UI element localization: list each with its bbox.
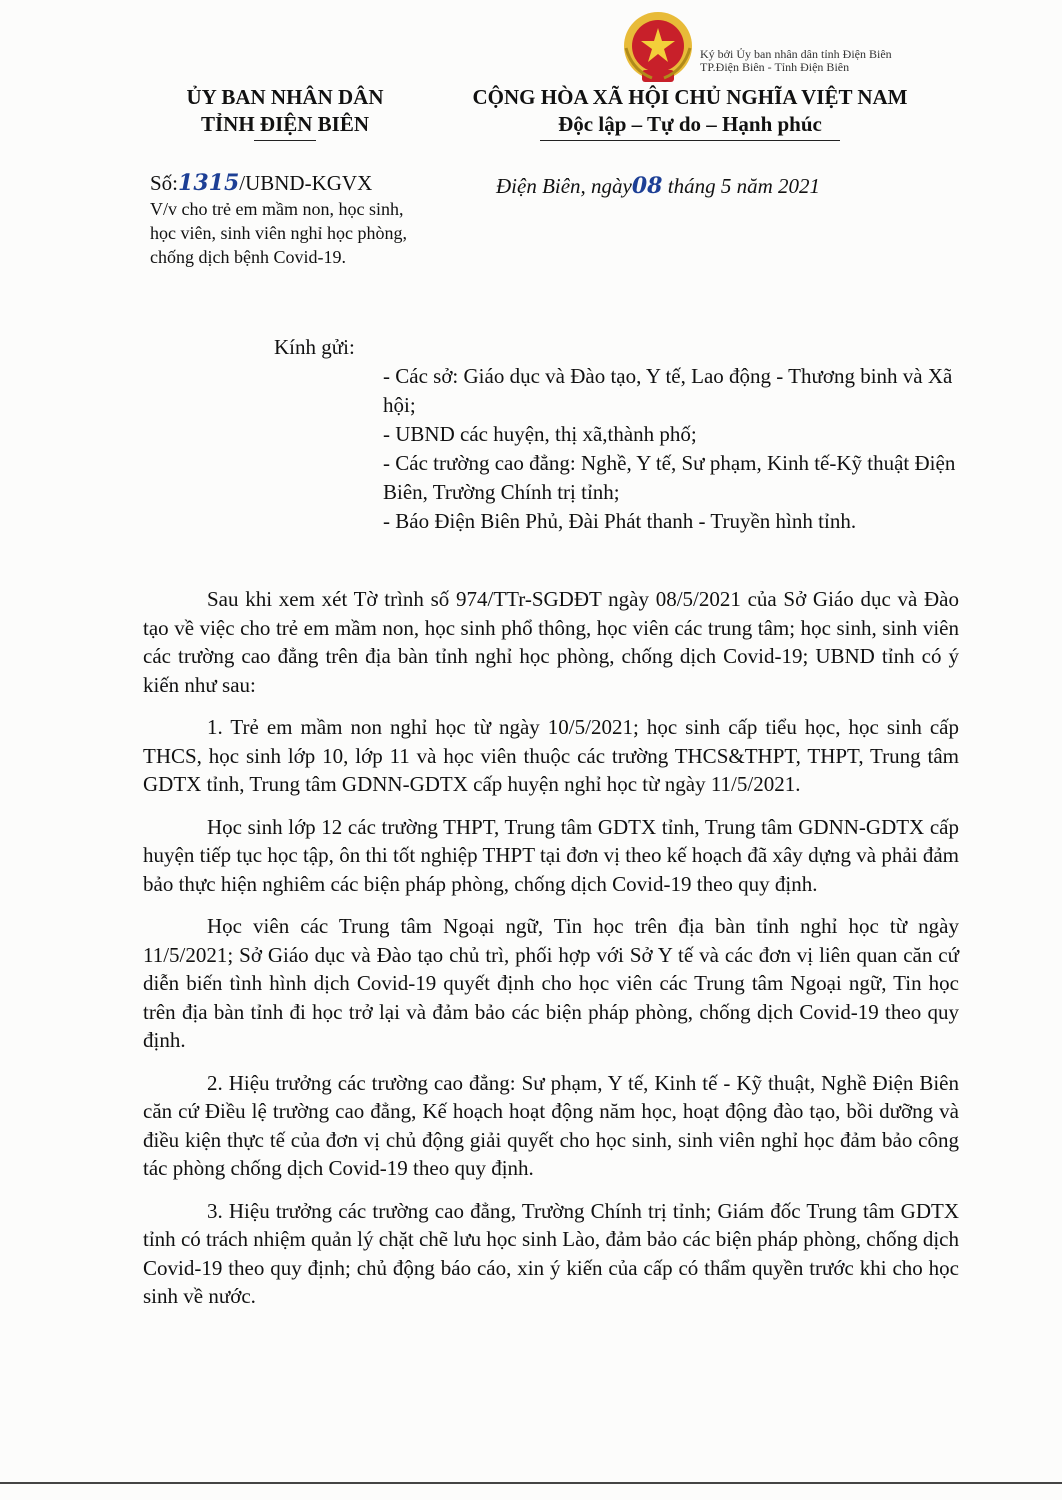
body-paragraph: 1. Trẻ em mầm non nghỉ học từ ngày 10/5/2021; học sinh cấp tiểu học, học sinh cấp THCS, học sinh lớp 10, lớp 11 và học viên thuộc các trường THCS&THPT, THPT, Trung tâm GDTX tỉnh, Trung tâm GDNN-GDTX cấp huyện nghỉ học từ ngày 11/5/2021.	[143, 715, 959, 796]
issuing-agency	[150, 84, 420, 141]
body-paragraph: Sau khi xem xét Tờ trình số 974/TTr-SGDĐT ngày 08/5/2021 của Sở Giáo dục và Đào tạo về việc cho trẻ em mầm non, học sinh phổ thông, học viên các trung tâm; học sinh, sinh viên các trường cao đẳng trên địa bàn tỉnh nghỉ học phòng, chống dịch Covid-19; UBND tỉnh có ý kiến như sau:	[143, 587, 959, 697]
body-paragraph: Học viên các Trung tâm Ngoại ngữ, Tin học trên địa bàn tỉnh nghỉ học từ ngày 11/5/2021; Sở Giáo dục và Đào tạo chủ trì, phối hợp với Sở Y tế và các đơn vị liên quan căn cứ diễn biến tình hình dịch Covid-19 quyết định cho học viên các Trung tâm Ngoại ngữ, Tin học trên địa bàn tỉnh đi học trở lại và đảm bảo các biện pháp phòng, chống dịch Covid-19 theo quy định.	[143, 914, 959, 1052]
recipient-item: - UBND các huyện, thị xã,thành phố;	[383, 422, 697, 446]
motto-underline	[540, 140, 840, 141]
doc-number-prefix: Số:	[150, 171, 179, 195]
body-paragraph: 2. Hiệu trưởng các trường cao đẳng: Sư phạm, Y tế, Kinh tế - Kỹ thuật, Nghề Điện Biên căn cứ Điều lệ trường cao đẳng, Kế hoạch hoạt động năm học, hoạt động đào tạo, bồi dưỡng và điều kiện thực tế của đơn vị chủ động giải quyết cho học sinh, sinh viên nghỉ học đảm bảo công tác phòng chống dịch Covid-19 theo quy định.	[143, 1070, 959, 1180]
national-motto: Độc lập – Tự do – Hạnh phúc	[558, 112, 822, 136]
doc-number-suffix: /UBND-KGVX	[239, 171, 373, 195]
document-body	[143, 585, 959, 1325]
national-emblem-icon	[612, 8, 704, 88]
document-subject: V/v cho trẻ em mầm non, học sinh, học viên, sinh viên nghỉ học phòng, chống dịch bệnh Covid-19.	[150, 199, 407, 267]
dateline-prefix: Điện Biên, ngày	[496, 174, 632, 198]
greeting: Kính gửi:	[274, 335, 355, 359]
signature-line-1: Ký bởi Ủy ban nhân dân tỉnh Điện Biên	[700, 47, 892, 61]
signature-line-2: TP.Điện Biên - Tỉnh Điện Biên	[700, 60, 850, 74]
recipient-item: - Các sở: Giáo dục và Đào tạo, Y tế, Lao động - Thương binh và Xã hội;	[383, 364, 953, 417]
agency-line-1: ỦY BAN NHÂN DÂN	[186, 85, 384, 109]
national-header	[420, 84, 960, 141]
doc-number-handwritten: 1315	[178, 170, 240, 196]
dateline-day-handwritten: 08	[631, 173, 663, 199]
agency-underline	[254, 140, 316, 141]
dateline	[496, 173, 820, 199]
recipient-item: - Báo Điện Biên Phủ, Đài Phát thanh - Truyền hình tỉnh.	[383, 509, 857, 533]
document-number	[150, 170, 372, 196]
nation-name: CỘNG HÒA XÃ HỘI CHỦ NGHĨA VIỆT NAM	[472, 85, 908, 109]
dateline-suffix: tháng 5 năm 2021	[662, 174, 820, 198]
digital-signature-info	[700, 48, 892, 74]
body-paragraph: 3. Hiệu trưởng các trường cao đẳng, Trường Chính trị tỉnh; Giám đốc Trung tâm GDTX tỉnh có trách nhiệm quản lý chặt chẽ lưu học sinh Lào, đảm bảo các biện pháp phòng, chống dịch Covid-19 theo quy định; chủ động báo cáo, xin ý kiến của cấp có thẩm quyền trước khi cho học sinh về nước.	[143, 1198, 959, 1308]
recipients-list	[383, 362, 961, 536]
body-paragraph: Học sinh lớp 12 các trường THPT, Trung tâm GDTX tỉnh, Trung tâm GDNN-GDTX cấp huyện tiếp tục học tập, ôn thi tốt nghiệp THPT tại đơn vị theo kế hoạch đã xây dựng và phải đảm bảo thực hiện nghiêm các biện pháp phòng, chống dịch Covid-19 theo quy định.	[143, 814, 959, 896]
agency-line-2: TỈNH ĐIỆN BIÊN	[200, 112, 370, 136]
recipient-item: - Các trường cao đẳng: Nghề, Y tế, Sư phạm, Kinh tế-Kỹ thuật Điện Biên, Trường Chính trị tỉnh;	[383, 451, 956, 504]
page-bottom-edge	[0, 1482, 1062, 1484]
